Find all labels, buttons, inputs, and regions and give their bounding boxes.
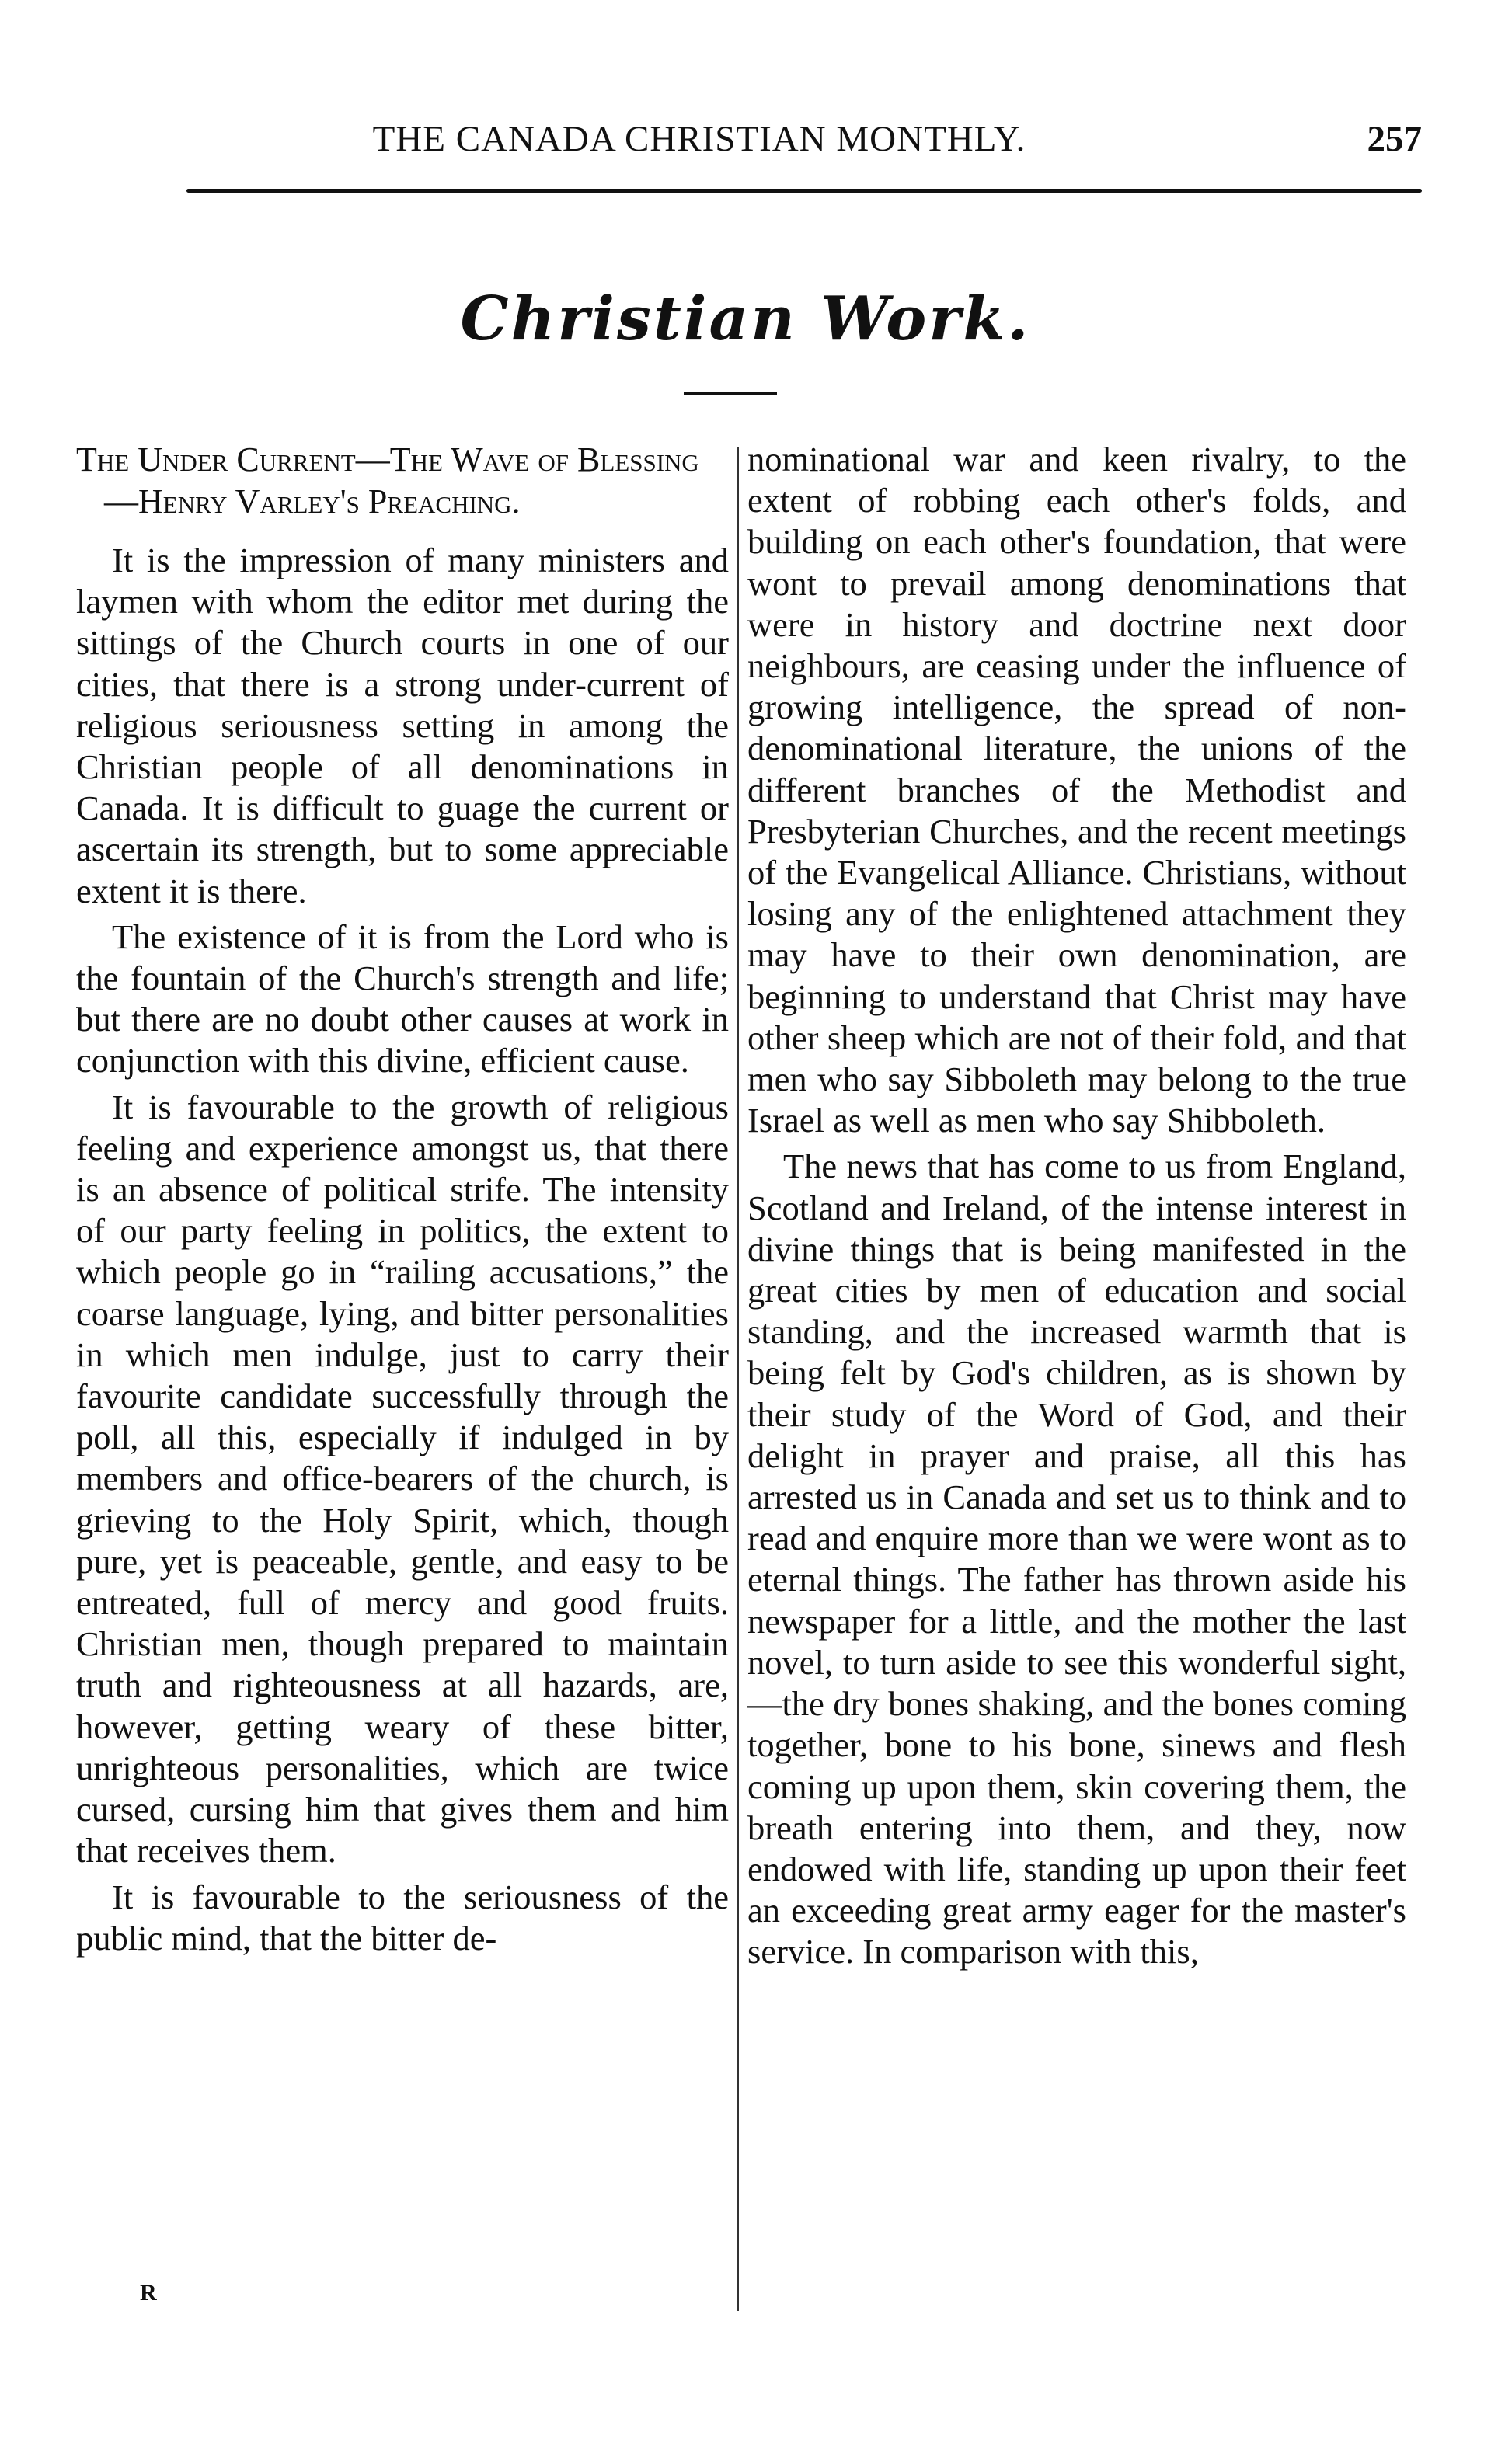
column-divider [737, 447, 739, 2311]
section-title: Christian Work. [460, 284, 1031, 354]
left-column [76, 439, 729, 1959]
title-rule [684, 392, 777, 395]
paragraph-2: The existence of it is from the Lord who is the fountain of the Church's strength and life; but there are no doubt other causes at work in conjunction with this divine, efficient cause. [76, 917, 729, 1081]
paragraph-4-continued: nominational war and keen rivalry, to the extent of robbing each other's folds, and building on each other's foundation, that were wont to prevail among denominations that were in history and doctrine next door neighbours, are ceasing under the influence of growing intelligence, the spread of non-denominational literature, the unions of the different branches of the Methodist and Presbyterian Churches, and the recent meetings of the Evangelical Alliance. Christians, without losing any of the enlightened attachment they may have to their own denomination, are beginning to understand that Christ may have other sheep which are not of their fold, and that men who say Sibboleth may belong to the true Israel as well as men who say Shibboleth. [747, 440, 1406, 1140]
paragraph-1: It is the impression of many ministers and laymen with whom the editor met during the sittings of the Church courts in one of our cities, that there is a strong under-current of religious seriousness setting in among the Christian people of all denominations in Canada. It is difficult to guage the current or ascertain its strength, but to some appreciable extent it is there. [76, 541, 729, 910]
right-column [747, 439, 1406, 1973]
paragraph-3: It is favourable to the growth of religious feeling and experience amongst us, that there is an absence of political strife. The intensity of our party feeling in politics, the extent to which people go in “railing accusations,” the coarse language, lying, and bitter personalities in which men indulge, just to carry their favourite candidate successfully through the poll, all this, especially if indulged in by members and office-bearers of the church, is grieving to the Holy Spirit, which, though pure, yet is peaceable, gentle, and easy to be entreated, full of mercy and good fruits. Christian men, though prepared to maintain truth and righteousness at all hazards, are, however, getting weary of these bitter, unrighteous personalities, which are twice cursed, cursing him that gives them and him that receives them. [76, 1087, 729, 1871]
article-heading: The Under Current—The Wave of Blessing—Henry Varley's Preaching. [76, 440, 699, 520]
running-head [194, 109, 1422, 163]
header-rule [186, 189, 1422, 193]
running-title: THE CANADA CHRISTIAN MONTHLY. [372, 119, 1026, 159]
page-number: 257 [1367, 119, 1422, 159]
signature-mark: R [140, 2280, 157, 2306]
paragraph-4: It is favourable to the seriousness of the public mind, that the bitter de- [76, 1877, 729, 1958]
paragraph-5: The news that has come to us from England, Scotland and Ireland, of the intense interest in divine things that is being manifested in the great cities by men of education and social standing, and the increased warmth that is being felt by God's children, as is shown by their study of the Word of God, and their delight in prayer and praise, all this has arrested us in Canada and set us to think and to read and enquire more than we were wont as to eternal things. The father has thrown aside his newspaper for a little, and the mother the last novel, to turn aside to see this wonderful sight,—the dry bones shaking, and the bones coming together, bone to his bone, sinews and flesh coming up upon them, skin covering them, the breath entering into them, and they, now endowed with life, standing up upon their feet an exceeding great army eager for the master's service. In comparison with this, [747, 1147, 1406, 1972]
